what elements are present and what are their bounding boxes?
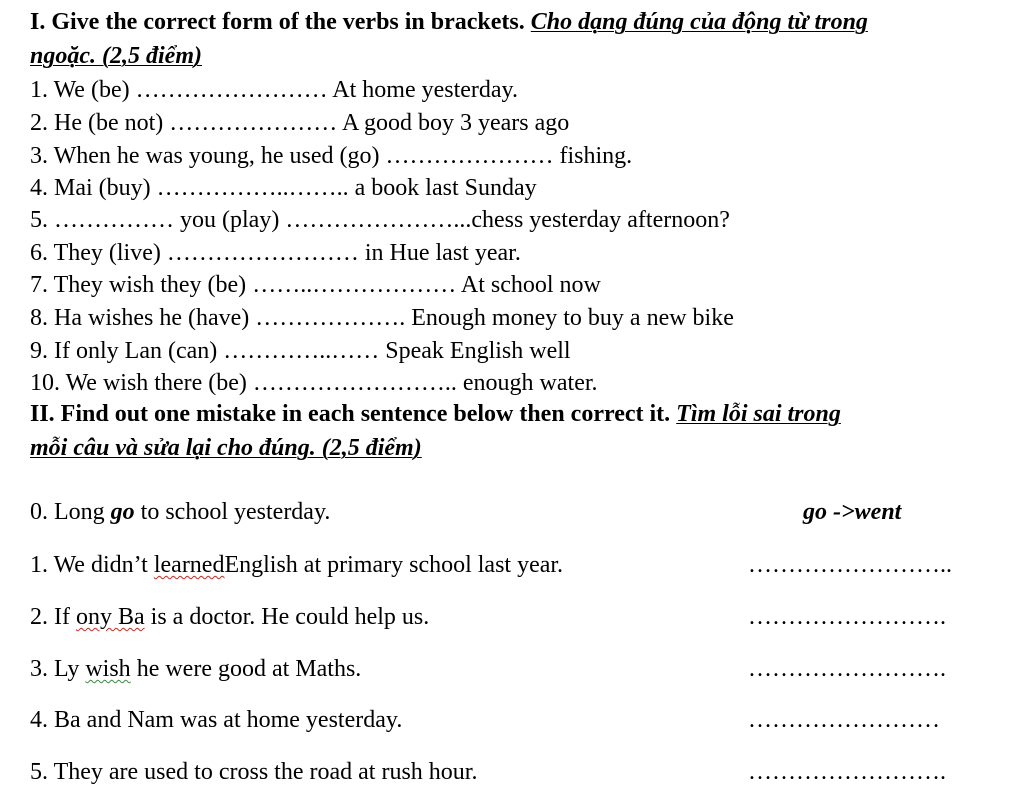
exercise-2-item: 4. Ba and Nam was at home yesterday. bbox=[30, 707, 403, 733]
exercise-1-item: 4. Mai (buy) ……………..…….. a book last Sunday bbox=[30, 175, 537, 201]
exercise-1-item: 10. We wish there (be) …………………….. enough water. bbox=[30, 370, 598, 396]
answer-blank[interactable]: …………… bbox=[54, 207, 174, 233]
exercise-2-item: 5. They are used to cross the road at rush hour. bbox=[30, 759, 478, 785]
exercise-2-item: 3. Ly wish he were good at Maths. bbox=[30, 656, 362, 682]
exercise-1-item: 7. They wish they (be) ……..……………… At school now bbox=[30, 272, 601, 298]
exercise-1-item: 8. Ha wishes he (have) ………………. Enough money to buy a new bike bbox=[30, 305, 734, 331]
section-1-title-continued: ngoặc. (2,5 điểm) bbox=[30, 43, 202, 69]
exercise-2-example: 0. Long go to school yesterday. bbox=[30, 499, 331, 525]
section-2-title-vietnamese: Tìm lỗi sai trong bbox=[676, 401, 841, 427]
section-2-title: II. Find out one mistake in each sentence below then correct it. Tìm lỗi sai trong bbox=[30, 401, 841, 427]
mistake-word: ony Ba bbox=[75, 604, 145, 630]
exercise-1-item: 2. He (be not) ………………… A good boy 3 years ago bbox=[30, 110, 570, 136]
section-2-title-continued: mỗi câu và sửa lại cho đúng. (2,5 điểm) bbox=[30, 435, 422, 461]
section-1-title: I. Give the correct form of the verbs in brackets. Cho dạng đúng của động từ trong bbox=[30, 9, 868, 35]
answer-blank[interactable]: …………………… bbox=[166, 240, 359, 266]
example-answer: go ->went bbox=[803, 499, 902, 525]
answer-blank[interactable]: ……..……………… bbox=[252, 272, 457, 298]
answer-blank[interactable]: ……………..…….. bbox=[156, 175, 349, 201]
correction-blank[interactable]: …………………….. bbox=[748, 552, 952, 578]
correction-blank[interactable]: ……………………. bbox=[748, 604, 946, 630]
exercise-1-item: 1. We (be) …………………… At home yesterday. bbox=[30, 77, 518, 103]
answer-blank[interactable]: …………..…… bbox=[223, 338, 380, 364]
mistake-word: go bbox=[110, 499, 135, 525]
exercise-1-item: 5. …………… you (play) …………………...chess yesterday afternoon? bbox=[30, 207, 730, 233]
answer-blank[interactable]: …………………... bbox=[285, 207, 472, 233]
answer-blank[interactable]: …………………….. bbox=[252, 370, 457, 396]
exercise-2-item: 1. We didn’t learnedEnglish at primary school last year. bbox=[30, 552, 564, 578]
mistake-word: wish bbox=[85, 656, 131, 682]
exercise-1-item: 9. If only Lan (can) …………..…… Speak English well bbox=[30, 338, 571, 364]
answer-blank[interactable]: …………………… bbox=[135, 77, 328, 103]
exercise-2-item: 2. If ony Ba is a doctor. He could help us. bbox=[30, 604, 430, 630]
correction-blank[interactable]: ……………………. bbox=[748, 656, 946, 682]
answer-blank[interactable]: ………………… bbox=[385, 143, 554, 169]
answer-blank[interactable]: ………………… bbox=[169, 110, 338, 136]
correction-blank[interactable]: ……………………. bbox=[748, 759, 946, 785]
section-1-title-vietnamese: Cho dạng đúng của động từ trong bbox=[530, 9, 868, 35]
answer-blank[interactable]: ………………. bbox=[255, 305, 406, 331]
exercise-1-item: 3. When he was young, he used (go) ………………… fishing. bbox=[30, 143, 633, 169]
mistake-word: learned bbox=[153, 552, 225, 578]
correction-blank[interactable]: …………………… bbox=[748, 707, 940, 733]
exercise-1-item: 6. They (live) …………………… in Hue last year. bbox=[30, 240, 521, 266]
